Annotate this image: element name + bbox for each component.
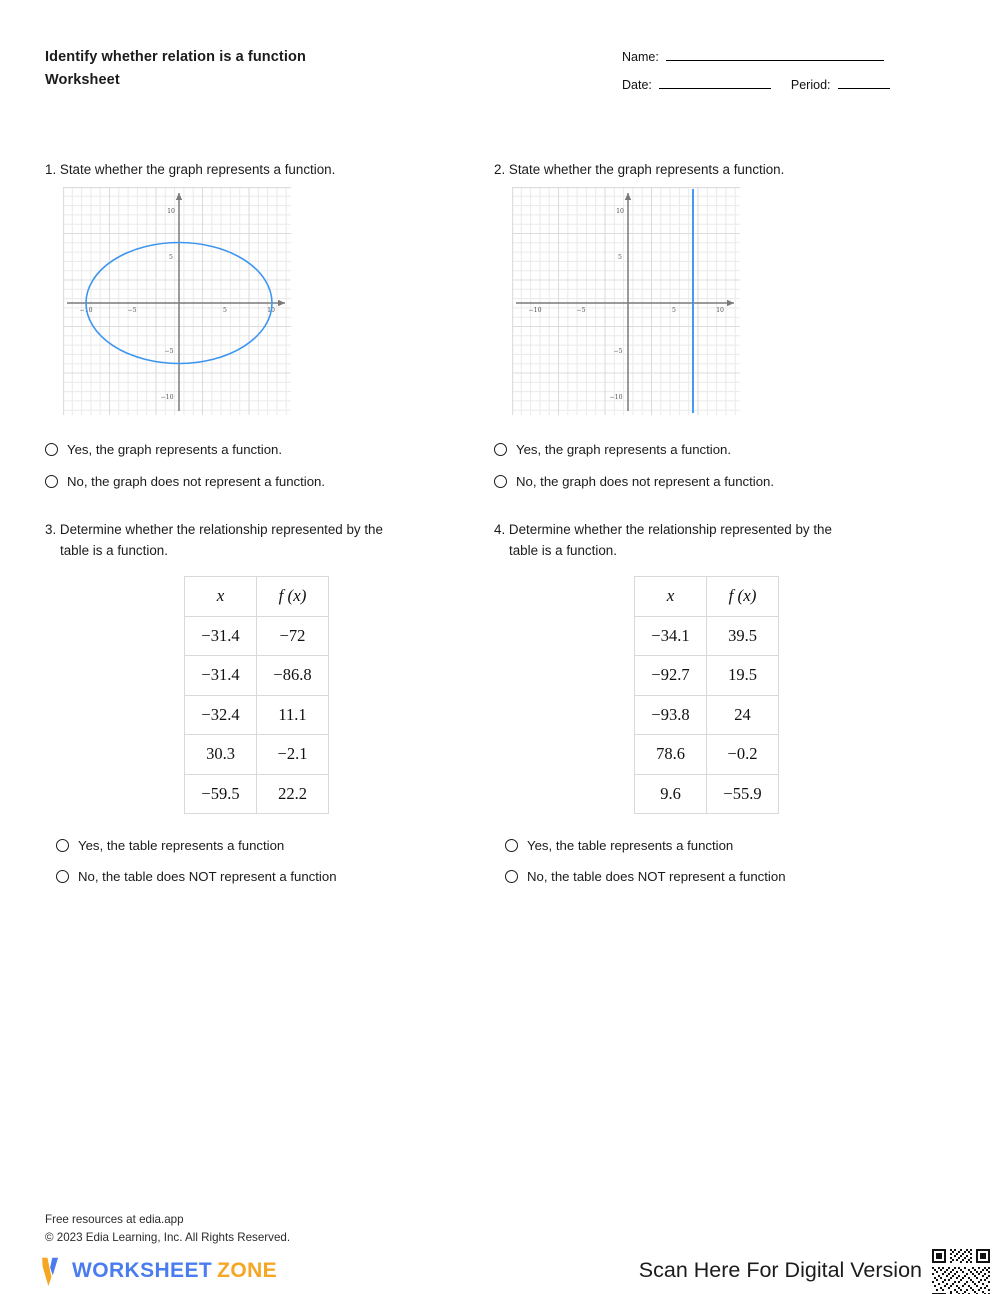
table-3-header-row [185, 577, 329, 617]
svg-text:5: 5 [672, 307, 676, 314]
period-input-line[interactable] [838, 88, 890, 89]
scan-prompt-text: Scan Here For Digital Version [638, 1258, 922, 1282]
q2-option-no-label: No, the graph does not represent a function. [516, 474, 775, 489]
table-3-header-fx: f (x) [257, 577, 329, 617]
q3-option-yes-label: Yes, the table represents a function [78, 838, 285, 853]
table-4 [634, 576, 779, 814]
period-label: Period: [790, 78, 831, 92]
question-3-text-line-2: table is a function. [60, 543, 168, 558]
table-4-cell-x-3: 78.6 [635, 735, 707, 775]
table-4-cell-fx-1: 19.5 [707, 656, 779, 696]
table-3-header-x: x [185, 577, 257, 617]
q1-radio-yes[interactable] [45, 443, 58, 456]
q3-radio-no[interactable] [56, 870, 69, 883]
svg-text:10: 10 [267, 307, 275, 314]
q2-option-no[interactable] [494, 474, 774, 489]
table-row [635, 656, 779, 696]
svg-text:−10: −10 [160, 394, 174, 401]
question-3-number: 3. [45, 522, 57, 537]
table-4-header-row [635, 577, 779, 617]
logo-text-zone: ZONE [217, 1259, 278, 1282]
footer-line-1: Free resources at edia.app [45, 1213, 184, 1226]
svg-text:5: 5 [618, 254, 622, 261]
table-4-cell-x-2: −93.8 [635, 695, 707, 735]
q1-option-yes[interactable] [45, 442, 282, 457]
table-4-header-x: x [635, 577, 707, 617]
table-3-cell-x-2: −32.4 [185, 695, 257, 735]
q1-option-no[interactable] [45, 474, 325, 489]
svg-text:10: 10 [616, 208, 624, 215]
question-3-text-line-1: Determine whether the relationship represented by the [59, 522, 383, 537]
page-title [45, 46, 306, 92]
svg-text:10: 10 [716, 307, 724, 314]
table-row [185, 774, 329, 814]
svg-text:−5: −5 [613, 348, 623, 355]
qr-code[interactable] [932, 1249, 990, 1294]
table-3 [184, 576, 329, 814]
table-4-cell-x-0: −34.1 [635, 616, 707, 656]
table-row [185, 735, 329, 775]
table-row [635, 735, 779, 775]
q4-option-yes[interactable] [505, 838, 733, 853]
table-3-cell-x-3: 30.3 [185, 735, 257, 775]
question-4-text-line-2: table is a function. [509, 543, 617, 558]
logo-text-worksheet: WORKSHEET [72, 1259, 213, 1282]
graph-2-svg [512, 187, 740, 415]
q3-option-no-label: No, the table does NOT represent a function [78, 869, 337, 884]
table-3-cell-fx-1: −86.8 [257, 656, 329, 696]
graph-2 [512, 187, 740, 415]
table-4-cell-x-4: 9.6 [635, 774, 707, 814]
worksheet-zone-logo[interactable] [38, 1256, 277, 1286]
name-row [622, 50, 902, 64]
date-period-row [622, 78, 902, 92]
footer-copyright [45, 1211, 290, 1246]
svg-text:−10: −10 [609, 394, 623, 401]
table-3-cell-x-0: −31.4 [185, 616, 257, 656]
date-input-line[interactable] [659, 88, 771, 89]
question-2-number: 2. [494, 162, 506, 177]
table-3-cell-fx-2: 11.1 [257, 695, 329, 735]
svg-text:−5: −5 [127, 307, 137, 314]
logo-text [72, 1259, 277, 1283]
q3-radio-yes[interactable] [56, 839, 69, 852]
q4-radio-no[interactable] [505, 870, 518, 883]
question-1-prompt [45, 159, 335, 180]
question-4-text-line-1: Determine whether the relationship represented by the [508, 522, 832, 537]
q4-option-no-label: No, the table does NOT represent a function [527, 869, 786, 884]
page-title-line-1: Identify whether relation is a function [45, 49, 306, 65]
question-2-text: State whether the graph represents a function. [508, 162, 785, 177]
table-4-cell-x-1: −92.7 [635, 656, 707, 696]
table-4-cell-fx-4: −55.9 [707, 774, 779, 814]
student-info-block [622, 50, 902, 106]
q1-option-yes-label: Yes, the graph represents a function. [67, 442, 283, 457]
table-4-cell-fx-3: −0.2 [707, 735, 779, 775]
table-row [635, 616, 779, 656]
page-title-line-2: Worksheet [45, 72, 120, 88]
svg-text:10: 10 [167, 208, 175, 215]
graph-1-svg [63, 187, 291, 415]
svg-text:5: 5 [169, 254, 173, 261]
q4-option-yes-label: Yes, the table represents a function [527, 838, 734, 853]
q4-option-no[interactable] [505, 869, 786, 884]
q2-radio-no[interactable] [494, 475, 507, 488]
table-3-cell-fx-4: 22.2 [257, 774, 329, 814]
table-4-cell-fx-2: 24 [707, 695, 779, 735]
table-4-header-fx: f (x) [707, 577, 779, 617]
table-3-cell-fx-0: −72 [257, 616, 329, 656]
q1-radio-no[interactable] [45, 475, 58, 488]
name-label: Name: [622, 50, 659, 64]
q3-option-yes[interactable] [56, 838, 284, 853]
logo-v-mark [38, 1256, 64, 1286]
date-label: Date: [622, 78, 652, 92]
question-4-number: 4. [494, 522, 506, 537]
table-3-cell-x-4: −59.5 [185, 774, 257, 814]
footer-line-2: © 2023 Edia Learning, Inc. All Rights Reserved. [45, 1230, 291, 1244]
q2-option-yes-label: Yes, the graph represents a function. [516, 442, 732, 457]
table-row [635, 774, 779, 814]
svg-text:−10: −10 [528, 307, 542, 314]
svg-text:−10: −10 [79, 307, 93, 314]
question-3-prompt [45, 519, 383, 561]
table-3-cell-x-1: −31.4 [185, 656, 257, 696]
table-row [185, 656, 329, 696]
table-3-cell-fx-3: −2.1 [257, 735, 329, 775]
table-4-cell-fx-0: 39.5 [707, 616, 779, 656]
svg-text:−5: −5 [576, 307, 586, 314]
question-2-prompt [494, 159, 784, 180]
graph-1 [63, 187, 291, 415]
question-1-text: State whether the graph represents a function. [59, 162, 336, 177]
q4-radio-yes[interactable] [505, 839, 518, 852]
table-row [635, 695, 779, 735]
q3-option-no[interactable] [56, 869, 337, 884]
svg-text:−5: −5 [164, 348, 174, 355]
table-3-grid [184, 576, 329, 814]
question-1-number: 1. [45, 162, 57, 177]
table-row [185, 695, 329, 735]
svg-text:5: 5 [223, 307, 227, 314]
q2-radio-yes[interactable] [494, 443, 507, 456]
name-input-line[interactable] [666, 60, 884, 61]
table-row [185, 616, 329, 656]
question-4-prompt [494, 519, 832, 561]
q1-option-no-label: No, the graph does not represent a function. [67, 474, 326, 489]
q2-option-yes[interactable] [494, 442, 731, 457]
table-4-grid [634, 576, 779, 814]
